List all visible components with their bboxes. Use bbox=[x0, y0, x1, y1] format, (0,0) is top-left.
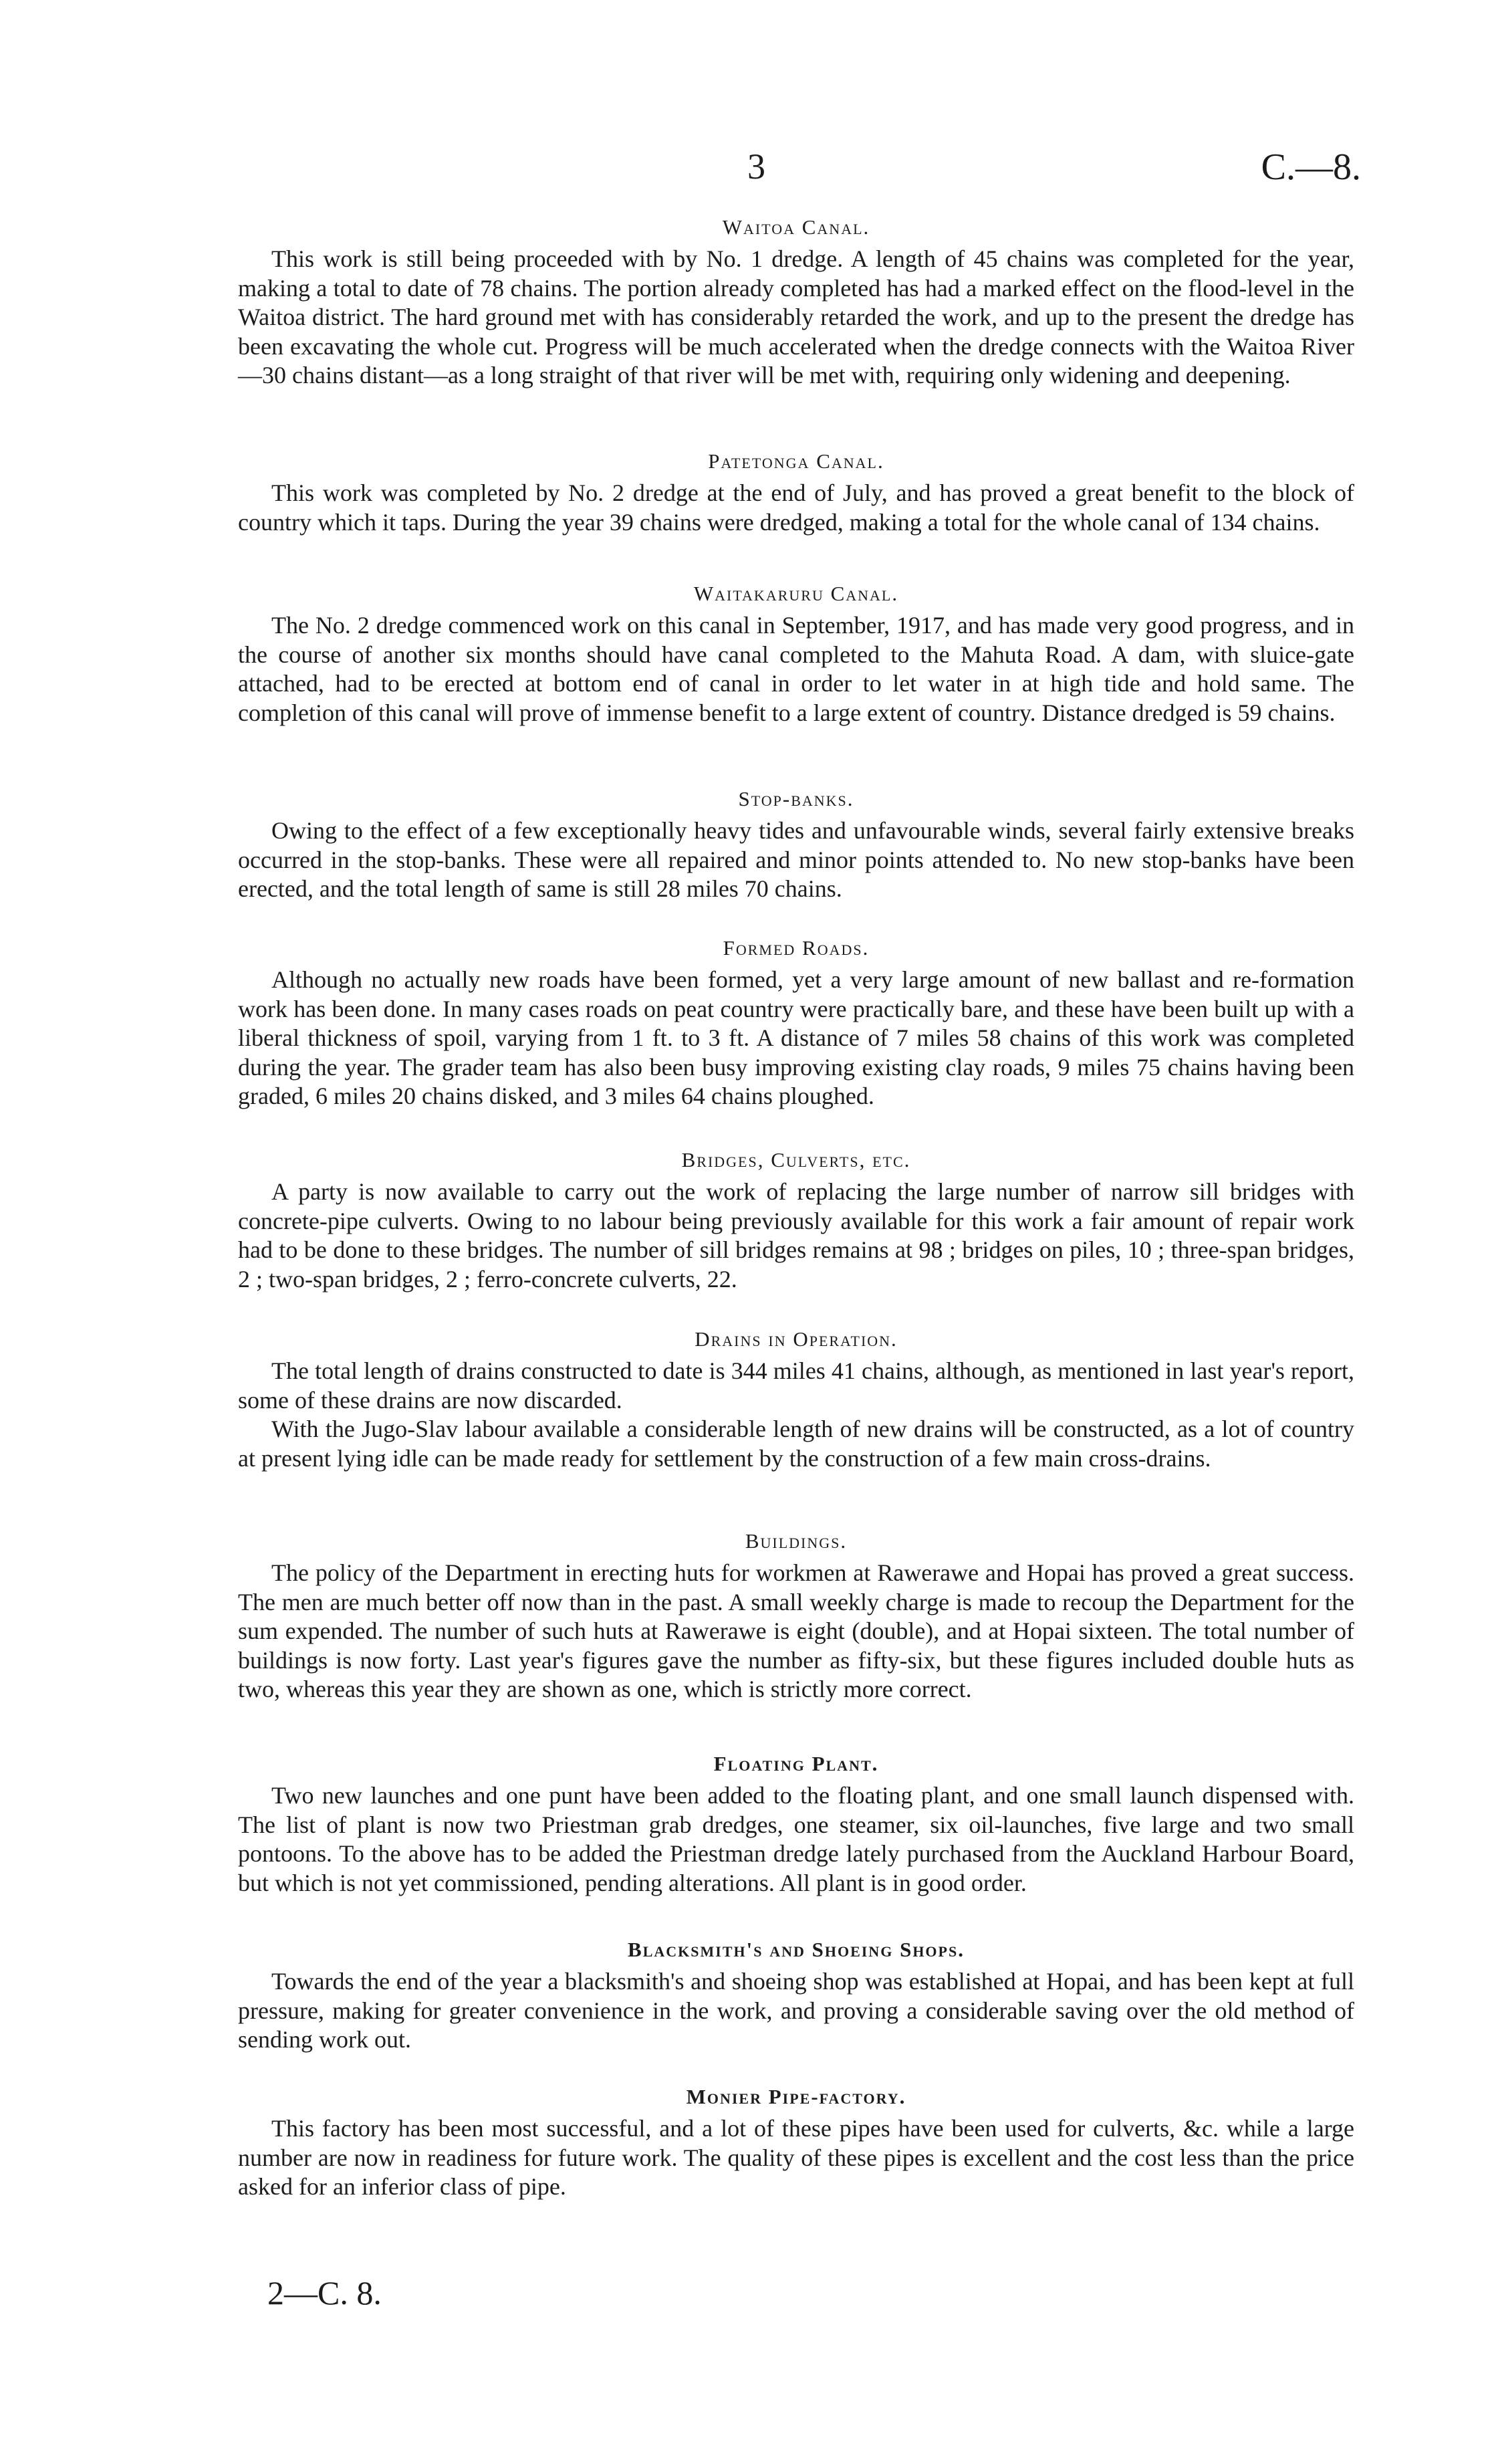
section-heading: Stop-banks. bbox=[738, 787, 854, 810]
section-waitakaruru-canal bbox=[238, 582, 1354, 727]
section-paragraph: Although no actually new roads have been formed, yet a very large amount of new ballast and re-formation work has been done. In many cases roads on peat country were practically bare, and these have been built up with a liberal thickness of spoil, varying from 1 ft. to 3 ft. A distance of 7 miles 58 chains of this work was completed during the year. The grader team has also been busy improving existing clay roads, 9 miles 75 chains having been graded, 6 miles 20 chains disked, and 3 miles 64 chains ploughed. bbox=[238, 966, 1354, 1109]
section-floating-plant bbox=[238, 1752, 1354, 1898]
section-heading: Floating Plant. bbox=[713, 1752, 879, 1775]
signature-reference: 2—C. 8. bbox=[267, 2274, 382, 2312]
document-reference: C.—8. bbox=[1261, 146, 1361, 188]
section-paragraph: The policy of the Department in erecting huts for workmen at Rawerawe and Hopai has proved a great success. The men are much better off now than in the past. A small weekly charge is made to recoup the Department for the sum expended. The number of such huts at Rawerawe is eight (double), and at Hopai sixteen. The total number of buildings is now forty. Last year's figures gave the number as fifty-six, but these figures included double huts as two, whereas this year they are shown as one, which is strictly more correct. bbox=[238, 1559, 1354, 1702]
section-paragraph: This work is still being proceeded with by No. 1 dredge. A length of 45 chains was completed for the year, making a total to date of 78 chains. The portion already completed has had a marked effect on the flood-level in the Waitoa district. The hard ground met with has considerably retarded the work, and up to the present the dredge has been excavating the whole cut. Progress will be much accelerated when the dredge connects with the Waitoa River—30 chains distant—as a long straight of that river will be met with, requiring only widening and deepening. bbox=[238, 245, 1354, 388]
section-patetonga-canal bbox=[238, 449, 1354, 537]
section-heading: Blacksmith's and Shoeing Shops. bbox=[628, 1938, 965, 1961]
section-bridges-culverts bbox=[238, 1148, 1354, 1294]
section-heading: Formed Roads. bbox=[723, 936, 870, 960]
section-buildings bbox=[238, 1529, 1354, 1704]
section-heading: Patetonga Canal. bbox=[708, 449, 884, 473]
section-paragraph: Two new launches and one punt have been added to the floating plant, and one small launch dispensed with. The list of plant is now two Priestman grab dredges, one steamer, six oil-launches, five large and two small pontoons. To the above has to be added the Priestman dredge lately purchased from the Auckland Harbour Board, but which is not yet commissioned, pending alterations. All plant is in good order. bbox=[238, 1782, 1354, 1896]
section-heading: Monier Pipe-factory. bbox=[686, 2085, 906, 2108]
section-blacksmith-shops bbox=[238, 1938, 1354, 2055]
section-monier-pipe-factory bbox=[238, 2085, 1354, 2202]
section-paragraph: A party is now available to carry out the work of replacing the large number of narrow sill bridges with concrete-pipe culverts. Owing to no labour being previously available for this work a fair amount of repair work had to be done to these bridges. The number of sill bridges remains at 98 ; bridges on piles, 10 ; three-span bridges, 2 ; two-span bridges, 2 ; ferro-concrete culverts, 22. bbox=[238, 1178, 1354, 1293]
section-paragraph: Towards the end of the year a blacksmith's and shoeing shop was established at Hopai, and has been kept at full pressure, making for greater convenience in the work, and proving a considerable saving over the old method of sending work out. bbox=[238, 1968, 1354, 2053]
section-paragraph: This factory has been most successful, and a lot of these pipes have been used for culverts, &c. while a large number are now in readiness for future work. The quality of these pipes is excellent and the cost less than the price asked for an inferior class of pipe. bbox=[238, 2115, 1354, 2200]
section-heading: Waitoa Canal. bbox=[722, 215, 870, 239]
section-heading: Drains in Operation. bbox=[695, 1327, 898, 1351]
section-heading: Waitakaruru Canal. bbox=[693, 582, 899, 605]
section-paragraph: This work was completed by No. 2 dredge at the end of July, and has proved a great benefit to the block of country which it taps. During the year 39 chains were dredged, making a total for the whole canal of 134 chains. bbox=[238, 479, 1354, 536]
page-number: 3 bbox=[747, 146, 765, 187]
section-stop-banks bbox=[238, 787, 1354, 904]
section-paragraph: The total length of drains constructed to date is 344 miles 41 chains, although, as mentioned in last year's report, some of these drains are now discarded. bbox=[238, 1357, 1354, 1414]
section-paragraph: The No. 2 dredge commenced work on this canal in September, 1917, and has made very good progress, and in the course of another six months should have canal completed to the Mahuta Road. A dam, with sluice-gate attached, had to be erected at bottom end of canal in order to let water in at high tide and hold same. The completion of this canal will prove of immense benefit to a large extent of country. Distance dredged is 59 chains. bbox=[238, 612, 1354, 726]
section-paragraph: Owing to the effect of a few exceptionally heavy tides and unfavourable winds, several fairly extensive breaks occurred in the stop-banks. These were all repaired and minor points attended to. No new stop-banks have been erected, and the total length of same is still 28 miles 70 chains. bbox=[238, 817, 1354, 902]
section-formed-roads bbox=[238, 936, 1354, 1111]
section-heading: Bridges, Culverts, etc. bbox=[681, 1148, 911, 1171]
section-paragraph: With the Jugo-Slav labour available a considerable length of new drains will be constructed, as a lot of country at present lying idle can be made ready for settlement by the construction of a few main cross-drains. bbox=[238, 1416, 1354, 1472]
section-drains-in-operation bbox=[238, 1327, 1354, 1473]
section-heading: Buildings. bbox=[745, 1529, 848, 1553]
section-waitoa-canal bbox=[238, 215, 1354, 390]
